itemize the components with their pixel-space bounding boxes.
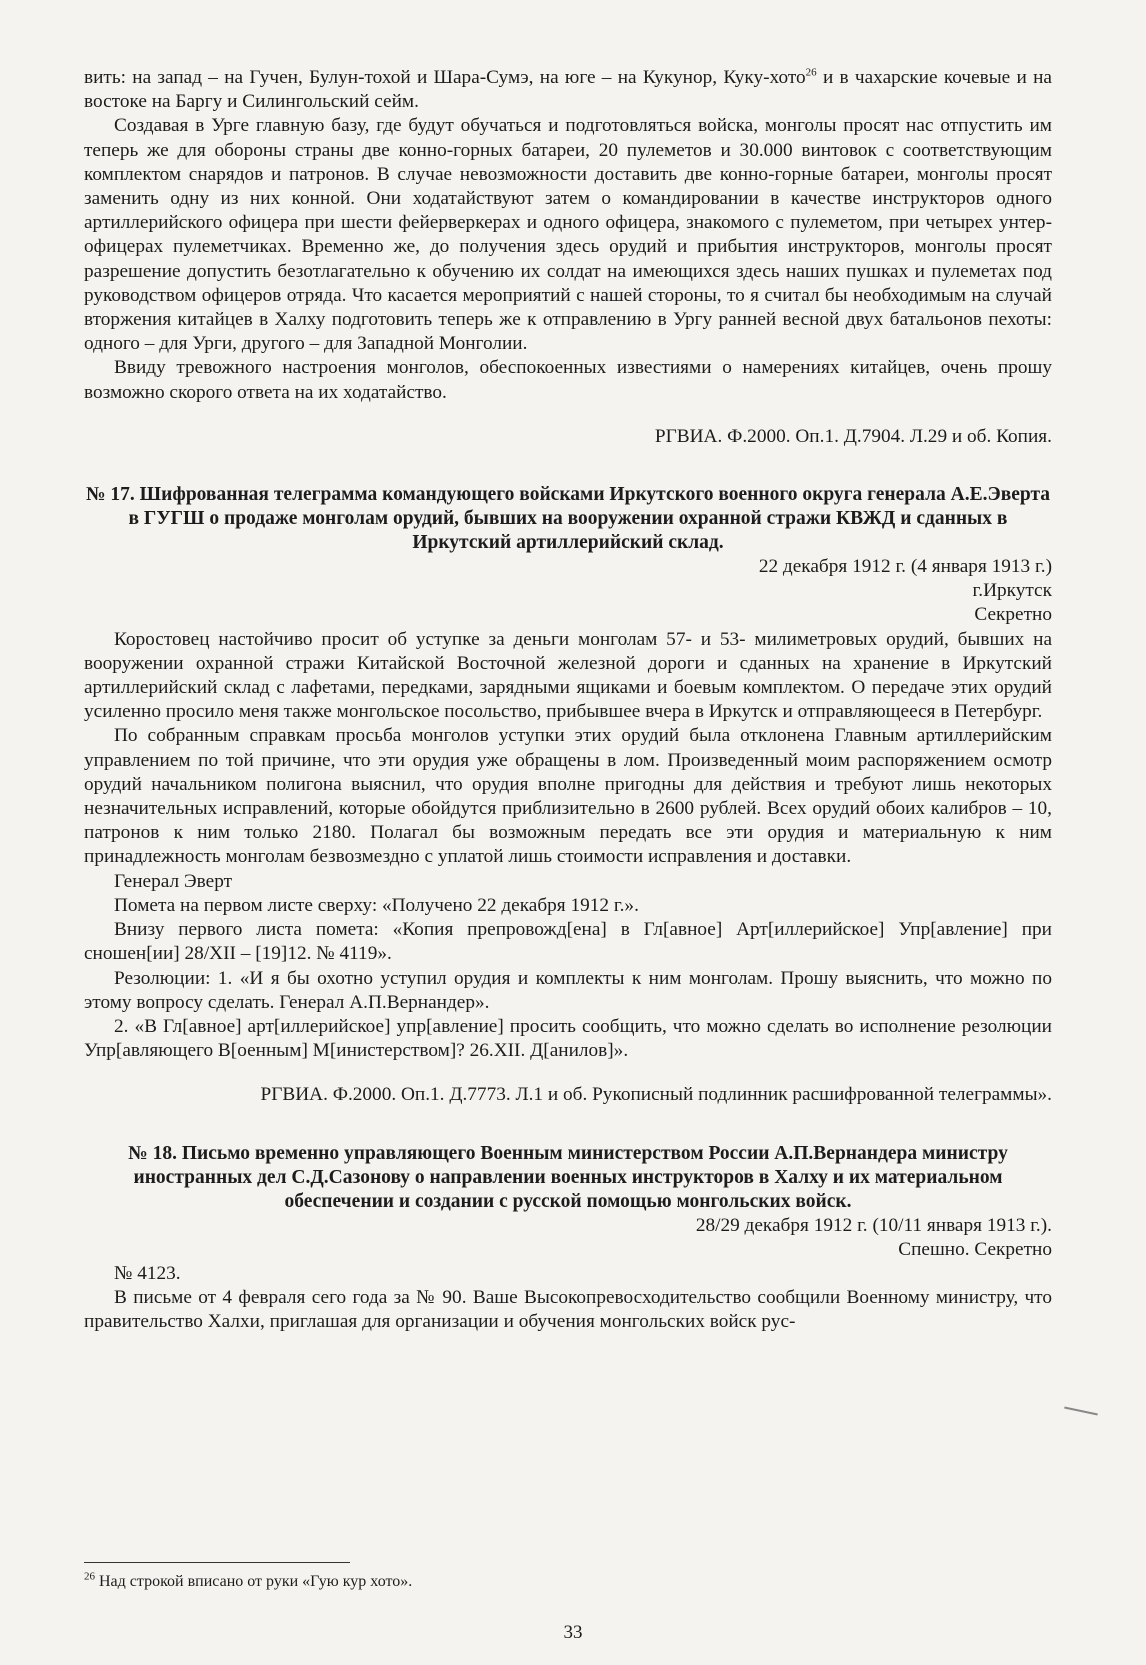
footnote-ref[interactable]: 26 — [805, 66, 817, 79]
archive-source: РГВИА. Ф.2000. Оп.1. Д.7904. Л.29 и об. Копия. — [654, 425, 1052, 447]
archive-source: РГВИА. Ф.2000. Оп.1. Д.7773. Л.1 и об. Рукописный подлинник расшифрованной телеграммы». — [260, 1084, 1052, 1106]
paragraph: Ввиду тревожного настроения монголов, обеспокоенных известиями о намерениях китайцев, очень прошу возможно скорого ответа на их ходатайство. — [84, 357, 1052, 403]
paragraph: В письме от 4 февраля сего года за № 90. Ваше Высокопревосходительство сообщили Военному министру, что правительство Халхи, приглашая для организации и обучения монгольских войск рус- — [84, 1287, 1052, 1333]
document-title-17: № 17. Шифрованная телеграмма командующего войсками Иркутского военного округа генерала А.Е.Эверта в ГУГШ о продаже монголам орудий, бывших на вооружении охранной стражи КВЖД и сданных в Иркутский артиллерийский склад. — [85, 484, 1051, 554]
paragraph: По собранным справкам просьба монголов уступки этих орудий была отклонена Главным артиллерийским управлением по той причине, что эти орудия уже обращены в лом. Произведенный моим распоряжением осмотр орудий начальником полигона выяснил, что орудия вполне пригодны для действия и требуют лишь некоторых незначительных исправлений, которые обойдутся приблизительно в 2600 рублей. Всех орудий обоих калибров – 10, патронов к ним только 2180. Полагал бы возможным передать все эти орудия и материальную к ним принадлежность монголам безвозмездно с уплатой лишь стоимости исправления и доставки. — [84, 725, 1052, 868]
paragraph: Резолюции: 1. «И я бы охотно уступил орудия и комплекты к ним монголам. Прошу выяснить, что можно по этому вопросу сделать. Генерал А.П.Вернандер». — [84, 967, 1052, 1013]
footnote-marker: 26 — [84, 1570, 95, 1583]
paragraph: Помета на первом листе сверху: «Получено 22 декабря 1912 г.». — [114, 894, 639, 916]
page-number: 33 — [563, 1622, 583, 1643]
signature: Генерал Эверт — [114, 870, 233, 892]
footnote-divider — [84, 1562, 350, 1563]
document-date: 22 декабря 1912 г. (4 января 1913 г.) — [758, 556, 1052, 578]
document-title-18: № 18. Письмо временно управляющего Военным министерством России А.П.Вернандера министру иностранных дел С.Д.Сазонову о направлении военных инструкторов в Халху и их материальном обеспечении и создании с русской помощью монгольских войск. — [128, 1142, 1008, 1212]
secrecy-label: Секретно — [974, 604, 1052, 626]
document-number: № 4123. — [114, 1262, 181, 1284]
paragraph: 2. «В Гл[авное] арт[иллерийское] упр[авление] просить сообщить, что можно сделать во исполнение резолюции Упр[авляющего В[оенным] М[инистерством]? 26.XII. Д[анилов]». — [84, 1015, 1052, 1062]
document-date: 28/29 декабря 1912 г. (10/11 января 1913 г.). — [695, 1214, 1052, 1236]
document-place: г.Иркутск — [972, 580, 1052, 602]
footnote-text: Над строкой вписано от руки «Гую кур хото». — [95, 1573, 413, 1590]
footnote — [84, 1572, 1052, 1592]
paragraph: Коростовец настойчиво просит об уступке за деньги монголам 57- и 53- милиметровых орудий, бывших на вооружении охранной стражи Китайской Восточной железной дороги и сданных на хранение в Иркутский артиллерийский склад с лафетами, передками, зарядными ящиками и боевым комплектом. О передаче этих орудий усиленно просило меня также монгольское посольство, прибывшее вчера в Иркутск и отправляющееся в Петербург. — [84, 628, 1052, 723]
margin-mark — [1064, 1406, 1098, 1415]
paragraph: Внизу первого листа помета: «Копия препровожд[ена] в Гл[авное] Арт[иллерийское] Упр[авление] при сношен[ии] 28/XII – [19]12. № 4119». — [84, 919, 1052, 965]
page-body — [84, 66, 1052, 1335]
paragraph: Создавая в Урге главную базу, где будут обучаться и подготовляться войска, монголы просят нас отпустить им теперь же для обороны страны две конно-горных батареи, 20 пулеметов и 30.000 винтовок с соответствующим комплектом снарядов и патронов. В случае невозможности доставить две конно-горные батареи, монголы просят заменить одну из них конной. Они ходатайствуют затем о командировании в качестве инструкторов одного артиллерийского офицера при шести фейерверкерах и одного офицера, знакомого с пулеметом, при четырех унтер-офицерах пулеметчиках. Временно же, до получения здесь орудий и прибытия инструкторов, монголы просят разрешение допустить безотлагательно к обучению их солдат на имеющихся здесь наших пушках и пулеметах под руководством офицеров отряда. Что касается мероприятий с нашей стороны, то я считал бы необходимым на случай вторжения китайцев в Халху подготовить теперь же к отправлению в Ургу ранней весной двух батальонов пехоты: одного – для Урги, другого – для Западной Монголии. — [84, 115, 1052, 355]
paragraph-continuation: вить: на запад – на Гучен, Булун-тохой и Шара-Сумэ, на юге – на Кукунор, Куку-хото$^{26}$ и в чахарские кочевые и на востоке на Баргу и Силингольский сейм. — [84, 66, 1052, 113]
secrecy-label: Спешно. Секретно — [898, 1238, 1052, 1260]
